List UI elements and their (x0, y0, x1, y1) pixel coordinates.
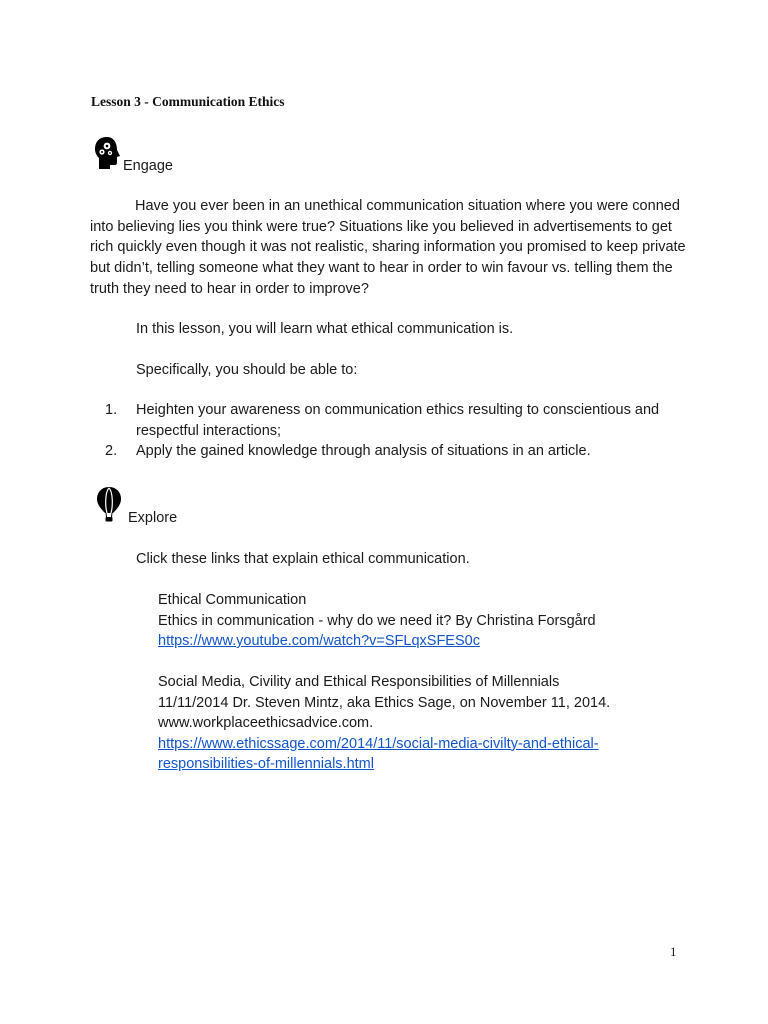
ethicssage-link-continued[interactable]: responsibilities-of-millennials.html (158, 756, 374, 772)
lesson-line: In this lesson, you will learn what ethical communication is. (136, 321, 514, 337)
engage-label: Engage (123, 158, 173, 174)
explore-label: Explore (128, 510, 178, 526)
list-item (105, 441, 695, 462)
resource-subtitle: 11/11/2014 Dr. Steven Mintz, aka Ethics Sage, on November 11, 2014. (158, 694, 611, 711)
youtube-link[interactable]: https://www.youtube.com/watch?v=SFLqxSFES0c (158, 633, 480, 649)
list-text: Heighten your awareness on communication ethics resulting to conscientious and respectful interactions; (136, 402, 660, 439)
list-number: 2. (105, 443, 118, 460)
engage-heading (93, 136, 173, 175)
resource-title: Social Media, Civility and Ethical Responsibilities of Millennials (158, 674, 560, 690)
resource-title: Ethical Communication (158, 592, 307, 608)
resource-website: www.workplaceethicsadvice.com. (158, 715, 374, 731)
intro-paragraph: Have you ever been in an unethical communication situation where you were conned into believing lies you think were true? Situations like you believed in advertisements to get rich quickly even though it was not realistic, sharing information you promised to keep private but didn’t, telling someone what they want to hear in order to win favour vs. telling them the truth they need to hear in order to improve? (90, 198, 686, 297)
list-text: Apply the gained knowledge through analysis of situations in an article. (136, 443, 591, 460)
hot-air-balloon-icon (96, 486, 122, 527)
resource-list (158, 590, 698, 775)
lesson-title: Lesson 3 - Communication Ethics (91, 94, 285, 109)
head-gears-icon (93, 136, 123, 175)
objectives-list (105, 400, 695, 462)
list-number: 1. (105, 402, 118, 418)
explore-heading (96, 486, 177, 527)
explore-instruction: Click these links that explain ethical communication. (136, 551, 470, 567)
resource-subtitle: Ethics in communication - why do we need it? By Christina Forsgård (158, 612, 596, 629)
list-item (105, 400, 695, 441)
objectives-intro: Specifically, you should be able to: (136, 362, 358, 378)
page-number: 1 (670, 944, 677, 959)
ethicssage-link[interactable]: https://www.ethicssage.com/2014/11/social-media-civilty-and-ethical- (158, 735, 599, 752)
